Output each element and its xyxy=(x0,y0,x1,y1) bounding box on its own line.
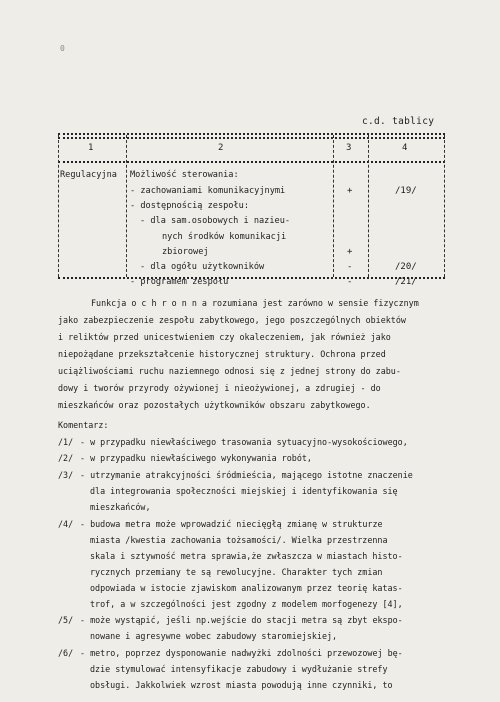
comment-number: /4/ xyxy=(58,519,74,529)
table-header-1: 1 xyxy=(88,143,94,153)
comments-heading: Komentarz: xyxy=(58,420,109,430)
table-row-0: Możliwość sterowania: xyxy=(130,170,239,180)
comment-line: rycznych przemiany te są rewolucyjne. Charakter tych zmian xyxy=(90,567,383,577)
comment-line: - może wystąpić, jeśli np.wejście do stacji metra są zbyt ekspo- xyxy=(80,615,403,625)
body-line: i reliktów przed unicestwieniem czy okaleczeniem, jak również jako xyxy=(58,332,391,342)
page-number: 0 xyxy=(60,44,65,53)
table-header-rule xyxy=(58,161,445,163)
table-right-border xyxy=(444,135,445,277)
table-row-5: zbiorowej xyxy=(162,247,209,257)
comment-line: nowane i agresywne wobec zabudowy staromiejskiej, xyxy=(90,631,338,641)
table-row-4: nych środków komunikacji xyxy=(162,232,287,242)
table-left-border xyxy=(58,135,59,277)
comment-line: - w przypadku niewłaściwego wykonywania robót, xyxy=(80,453,312,463)
ref-row-1: /19/ xyxy=(395,186,417,196)
comment-line: dla integrowania społeczności miejskiej i identyfikowania się xyxy=(90,486,398,496)
table-row-6: - dla ogółu użytkowników xyxy=(140,262,265,272)
table-row-2: - dostępnością zespołu: xyxy=(130,201,249,211)
comment-line: obsługi. Jakkolwiek wzrost miasta powodują inne czynniki, to xyxy=(90,680,393,690)
comment-number: /5/ xyxy=(58,615,74,625)
table-header-2: 2 xyxy=(218,143,224,153)
comment-line: - budowa metra może wprowadzić niecięgłą zmianę w strukturze xyxy=(80,519,383,529)
table xyxy=(58,133,445,287)
comment-line: - utrzymanie atrakcyjności śródmieścia, mającego istotne znaczenie xyxy=(80,470,413,480)
mark-row-7: - xyxy=(347,277,353,287)
mark-row-1: + xyxy=(347,186,353,196)
comment-number: /2/ xyxy=(58,453,74,463)
body-line: dowy i tworów przyrody ożywionej i nieożywionej, a zdrugiej - do xyxy=(58,383,381,393)
mark-row-5: + xyxy=(347,247,353,257)
comment-line: mieszkańców, xyxy=(90,502,151,512)
body-line: mieszkańców oraz pozostałych użytkowników obszaru zabytkowego. xyxy=(58,400,371,410)
comment-number: /1/ xyxy=(58,437,74,447)
comment-line: - w przypadku niewłaściwego trasowania sytuacyjno-wysokościowego, xyxy=(80,437,408,447)
comment-line: - metro, poprzez dysponowanie nadwyżki zdolności przewozowej bę- xyxy=(80,648,403,658)
table-top-rule xyxy=(58,133,445,135)
body-line: uciążliwościami ruchu naziemnego odnosi się z jednej strony do zabu- xyxy=(58,366,401,376)
body-line: jako zabezpieczenie zespołu zabytkowego, jego poszczególnych obiektów xyxy=(58,315,406,325)
comment-line: odpowiada w istocie zjawiskom analizowanym przez teorię katas- xyxy=(90,583,403,593)
mark-row-6: - xyxy=(347,262,353,272)
table-header-3: 3 xyxy=(346,143,352,153)
table-col-divider-1 xyxy=(126,135,127,277)
ref-row-6: /20/ xyxy=(395,262,417,272)
table-bottom-rule xyxy=(58,277,445,279)
table-header-4: 4 xyxy=(402,143,408,153)
comment-line: skala i sztywność metra sprawia,że zwłaszcza w miastach histo- xyxy=(90,551,403,561)
ref-row-7: /21/ xyxy=(395,277,417,287)
continuation-label: c.d. tablicy xyxy=(362,116,435,127)
table-col-divider-3 xyxy=(368,135,369,277)
comment-line: miasta /kwestia zachowania tożsamości/. Wielka przestrzenna xyxy=(90,535,388,545)
table-top-rule-2 xyxy=(58,137,445,139)
table-row-7: - programem zespołu xyxy=(130,277,229,287)
comment-line: trof, a w szczególności jest zgodny z modelem morfogenezy [4], xyxy=(90,599,403,609)
body-line: Funkcja o c h r o n n a rozumiana jest zarówno w sensie fizycznym xyxy=(91,298,419,308)
table-col-divider-2 xyxy=(333,135,334,277)
comment-number: /3/ xyxy=(58,470,74,480)
comment-number: /6/ xyxy=(58,648,74,658)
table-row-3: - dla sam.osobowych i nazieu- xyxy=(140,216,291,226)
body-line: niepożądane przekształcenie historycznej struktury. Ochrona przed xyxy=(58,349,386,359)
table-row-1: - zachowaniami komunikacyjnymi xyxy=(130,186,286,196)
row-label: Regulacyjna xyxy=(60,170,117,180)
comment-line: dzie stymulować intensyfikacje zabudowy i wydłużanie strefy xyxy=(90,664,388,674)
